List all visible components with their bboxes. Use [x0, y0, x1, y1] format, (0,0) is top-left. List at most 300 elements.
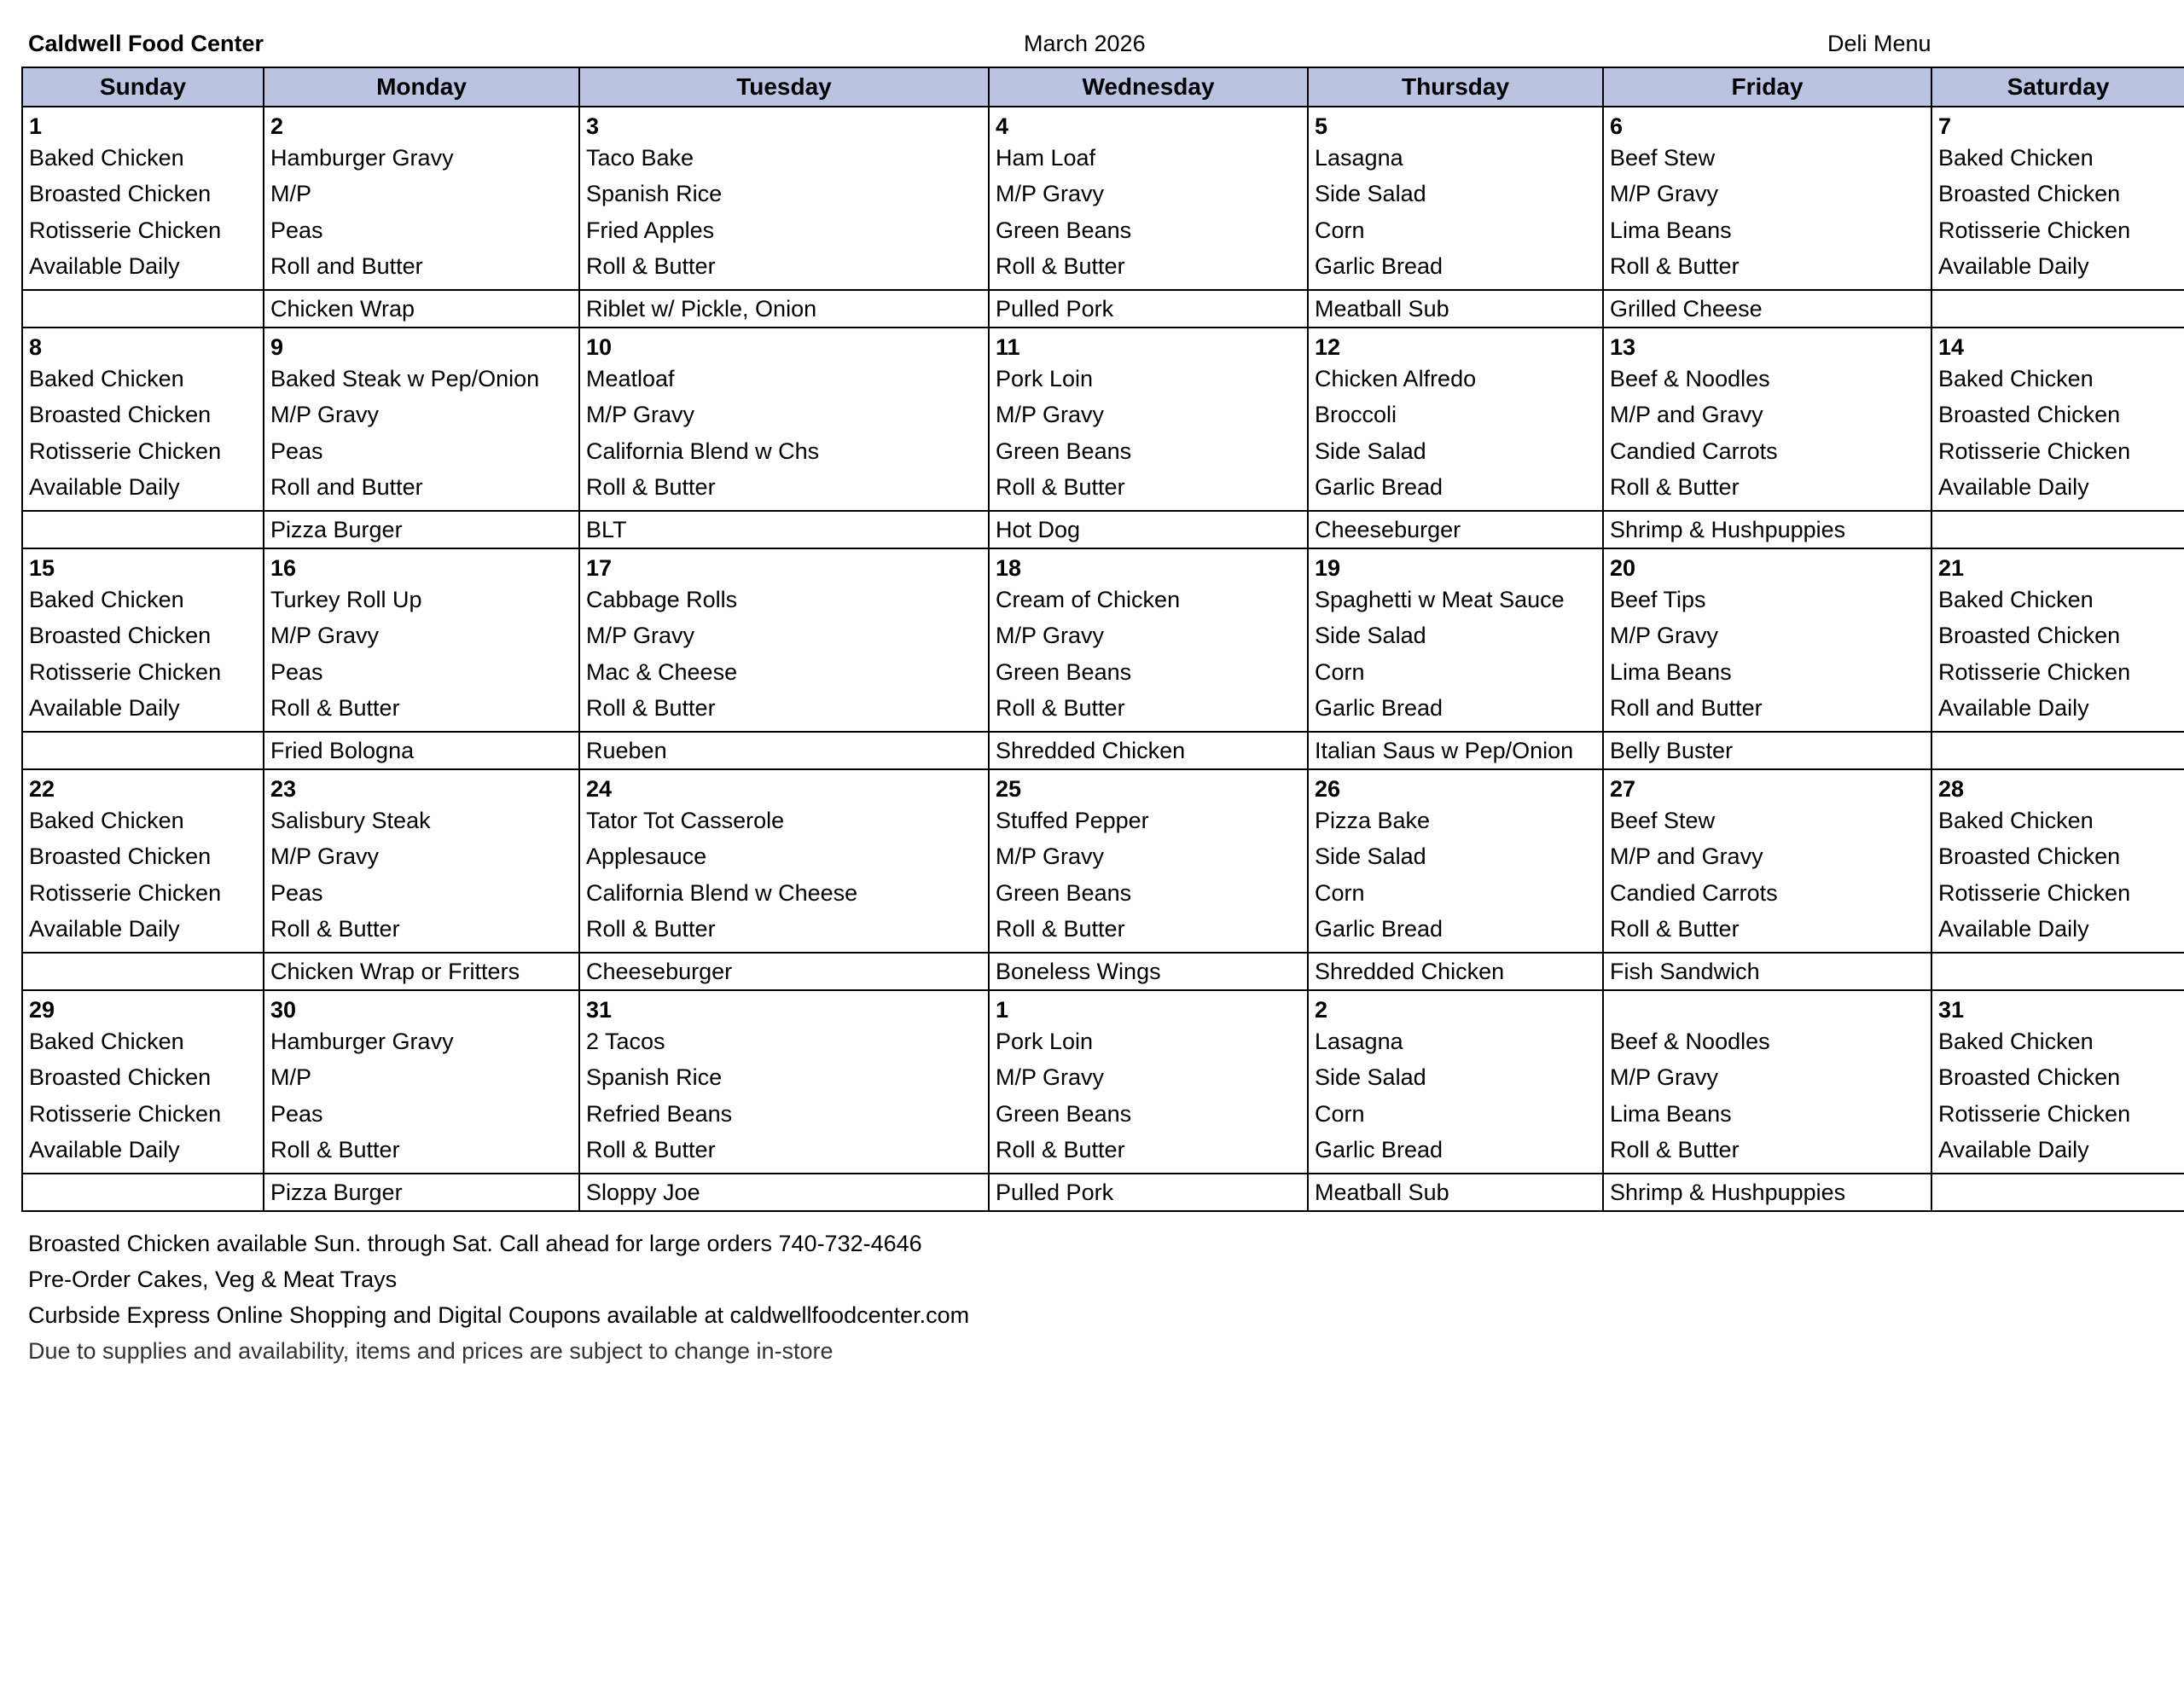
menu-item: Beef Tips — [1610, 587, 1706, 612]
menu-item: Available Daily — [1938, 695, 2089, 722]
day-number: 30 — [270, 997, 297, 1023]
week-row — [22, 328, 2184, 511]
menu-item: Broasted Chicken — [29, 623, 212, 649]
day-cell — [1931, 990, 2184, 1174]
menu-items — [270, 140, 578, 285]
menu-item: Rotisserie Chicken — [1938, 658, 2131, 685]
day-cell — [579, 548, 989, 732]
menu-item: Candied Carrots — [1610, 879, 1778, 906]
weekday-header-tuesday: Tuesday — [579, 67, 989, 107]
menu-item: Pork Loin — [996, 1029, 1094, 1054]
weekday-header-friday: Friday — [1603, 67, 1931, 107]
menu-item: Broasted Chicken — [29, 1064, 212, 1091]
menu-item: Pizza Bake — [1315, 808, 1431, 833]
menu-item: M/P Gravy — [270, 844, 380, 870]
menu-title: Deli Menu — [1827, 31, 1931, 56]
menu-item: Baked Chicken — [29, 808, 184, 833]
menu-item: Turkey Roll Up — [270, 587, 422, 612]
menu-items — [586, 582, 988, 727]
menu-item: Spanish Rice — [586, 181, 723, 207]
day-cell — [1931, 107, 2184, 290]
menu-item: M/P and Gravy — [1610, 844, 1763, 870]
day-cell — [989, 548, 1308, 732]
day-cell — [579, 328, 989, 511]
day-number: 21 — [1938, 555, 1965, 581]
menu-item: M/P — [270, 1064, 312, 1091]
menu-items — [1938, 140, 2184, 285]
day-number: 28 — [1938, 776, 1965, 802]
alt-menu-item — [22, 732, 264, 769]
alt-menu-item — [1931, 732, 2184, 769]
week-row — [22, 548, 2184, 732]
menu-item: Green Beans — [996, 1100, 1132, 1127]
footer-note: Broasted Chicken available Sun. through Sat. Call ahead for large orders 740-732-4646 — [28, 1231, 922, 1256]
menu-item: Corn — [1315, 1100, 1365, 1127]
menu-item: Roll & Butter — [270, 1137, 400, 1163]
day-cell — [1308, 769, 1603, 953]
day-cell — [1308, 990, 1603, 1174]
menu-item: Roll & Butter — [1610, 916, 1740, 942]
menu-items — [1610, 582, 1931, 727]
menu-item: Side Salad — [1315, 623, 1426, 649]
menu-item: Broasted Chicken — [29, 402, 212, 428]
day-cell — [1308, 328, 1603, 511]
menu-item: Baked Steak w Pep/Onion — [270, 366, 540, 391]
alt-menu-item: Pulled Pork — [989, 290, 1308, 328]
menu-item: M/P Gravy — [270, 402, 380, 428]
menu-item: Chicken Alfredo — [1315, 366, 1477, 391]
alt-menu-item: Grilled Cheese — [1603, 290, 1931, 328]
day-number: 26 — [1315, 776, 1341, 802]
menu-item: M/P Gravy — [586, 402, 695, 428]
menu-item: Garlic Bread — [1315, 916, 1443, 942]
alt-menu-item: Cheeseburger — [579, 953, 989, 990]
day-number: 16 — [270, 555, 297, 581]
day-cell — [22, 328, 264, 511]
menu-item: Corn — [1315, 217, 1365, 243]
menu-item: Side Salad — [1315, 181, 1426, 207]
day-cell — [264, 548, 579, 732]
day-number: 8 — [29, 334, 43, 360]
menu-item: Corn — [1315, 879, 1365, 906]
menu-items — [996, 582, 1307, 727]
menu-items — [996, 361, 1307, 506]
menu-item: Peas — [270, 438, 323, 464]
day-number: 3 — [586, 113, 600, 139]
menu-item: Roll & Butter — [586, 695, 716, 722]
day-number: 2 — [270, 113, 284, 139]
weekday-header-wednesday: Wednesday — [989, 67, 1308, 107]
day-cell — [22, 990, 264, 1174]
menu-item: Hamburger Gravy — [270, 1029, 454, 1054]
day-number: 15 — [29, 555, 55, 581]
menu-item: Roll & Butter — [586, 253, 716, 280]
day-number: 19 — [1315, 555, 1341, 581]
footer-note: Curbside Express Online Shopping and Digital Coupons available at caldwellfoodcenter.com — [28, 1302, 970, 1328]
menu-item: Peas — [270, 658, 323, 685]
day-number: 23 — [270, 776, 297, 802]
menu-calendar — [21, 67, 2184, 1212]
menu-item: Hamburger Gravy — [270, 145, 454, 171]
footer-notes — [28, 1226, 969, 1369]
menu-item: M/P Gravy — [270, 623, 380, 649]
day-cell — [22, 107, 264, 290]
day-number: 31 — [1938, 997, 1965, 1023]
menu-item: Broasted Chicken — [1938, 1064, 2121, 1091]
week-alt-row — [22, 290, 2184, 328]
menu-item: Roll & Butter — [586, 1137, 716, 1163]
alt-menu-item — [1931, 511, 2184, 548]
menu-item: Baked Chicken — [1938, 808, 2094, 833]
menu-item: Rotisserie Chicken — [29, 658, 222, 685]
menu-item: Side Salad — [1315, 438, 1426, 464]
menu-item: M/P Gravy — [996, 181, 1105, 207]
menu-item: Peas — [270, 1100, 323, 1127]
menu-item: Roll & Butter — [586, 474, 716, 501]
menu-item: M/P Gravy — [586, 623, 695, 649]
day-cell — [1603, 107, 1931, 290]
weekday-header-thursday: Thursday — [1308, 67, 1603, 107]
menu-items — [270, 361, 578, 506]
menu-item: Baked Chicken — [29, 1029, 184, 1054]
menu-items — [1938, 1023, 2184, 1168]
menu-item: Baked Chicken — [29, 145, 184, 171]
menu-item: California Blend w Cheese — [586, 879, 858, 906]
day-cell — [1603, 769, 1931, 953]
menu-item: Roll & Butter — [996, 474, 1125, 501]
day-cell — [22, 769, 264, 953]
menu-items — [29, 803, 263, 948]
menu-item: Peas — [270, 879, 323, 906]
menu-item: Available Daily — [29, 695, 180, 722]
menu-item: Broasted Chicken — [1938, 844, 2121, 870]
menu-item: Roll & Butter — [1610, 474, 1740, 501]
menu-item: Rotisserie Chicken — [1938, 1100, 2131, 1127]
menu-item: Rotisserie Chicken — [29, 217, 222, 243]
menu-item: Broasted Chicken — [1938, 402, 2121, 428]
day-cell — [22, 548, 264, 732]
menu-item: Green Beans — [996, 438, 1132, 464]
menu-items — [1610, 803, 1931, 948]
day-number: 31 — [586, 997, 613, 1023]
menu-item: Beef & Noodles — [1610, 1029, 1770, 1054]
menu-item: Lima Beans — [1610, 1100, 1732, 1127]
menu-item: Beef Stew — [1610, 145, 1716, 171]
menu-item: Spaghetti w Meat Sauce — [1315, 587, 1565, 612]
menu-item: Baked Chicken — [1938, 145, 2094, 171]
menu-items — [586, 1023, 988, 1168]
menu-item: Roll & Butter — [1610, 1137, 1740, 1163]
menu-item: Roll and Butter — [270, 474, 423, 501]
day-number: 13 — [1610, 334, 1636, 360]
menu-item: California Blend w Chs — [586, 438, 820, 464]
day-cell — [989, 107, 1308, 290]
menu-item: M/P Gravy — [1610, 1064, 1719, 1091]
menu-items — [1610, 140, 1931, 285]
footer-note: Due to supplies and availability, items and prices are subject to change in-store — [28, 1338, 834, 1364]
alt-menu-item: Belly Buster — [1603, 732, 1931, 769]
menu-item: M/P Gravy — [996, 402, 1105, 428]
day-number: 11 — [996, 334, 1020, 360]
menu-item: Beef Stew — [1610, 808, 1716, 833]
alt-menu-item: Pizza Burger — [264, 1174, 579, 1211]
menu-item: M/P and Gravy — [1610, 402, 1763, 428]
menu-item: M/P Gravy — [1610, 623, 1719, 649]
day-cell — [579, 769, 989, 953]
menu-item: Lasagna — [1315, 145, 1403, 171]
menu-item: Baked Chicken — [1938, 587, 2094, 612]
alt-menu-item: Shrimp & Hushpuppies — [1603, 1174, 1931, 1211]
menu-item: Rotisserie Chicken — [1938, 879, 2131, 906]
alt-menu-item: Meatball Sub — [1308, 1174, 1603, 1211]
menu-item: Peas — [270, 217, 323, 243]
day-cell — [264, 107, 579, 290]
day-cell — [989, 328, 1308, 511]
menu-item: Broasted Chicken — [1938, 623, 2121, 649]
menu-items — [1315, 1023, 1602, 1168]
menu-item: Salisbury Steak — [270, 808, 431, 833]
menu-item: Stuffed Pepper — [996, 808, 1149, 833]
day-number: 22 — [29, 776, 55, 802]
day-number: 29 — [29, 997, 55, 1023]
alt-menu-item — [22, 511, 264, 548]
menu-items — [1610, 1023, 1931, 1168]
menu-items — [1938, 582, 2184, 727]
menu-item: Corn — [1315, 658, 1365, 685]
day-cell — [989, 769, 1308, 953]
weekday-header-sunday: Sunday — [22, 67, 264, 107]
day-cell — [1931, 548, 2184, 732]
alt-menu-item: Shrimp & Hushpuppies — [1603, 511, 1931, 548]
menu-item: Lima Beans — [1610, 217, 1732, 243]
alt-menu-item — [22, 290, 264, 328]
menu-item: Spanish Rice — [586, 1064, 723, 1091]
menu-item: Lasagna — [1315, 1029, 1403, 1054]
menu-item: Broasted Chicken — [1938, 181, 2121, 207]
menu-item: Meatloaf — [586, 366, 675, 391]
menu-item: Available Daily — [29, 474, 180, 501]
week-row — [22, 990, 2184, 1174]
menu-item: Roll and Butter — [1610, 695, 1763, 722]
menu-item: Candied Carrots — [1610, 438, 1778, 464]
menu-item: Rotisserie Chicken — [1938, 217, 2131, 243]
day-number: 1 — [996, 997, 1009, 1023]
menu-item: Cream of Chicken — [996, 587, 1181, 612]
footer-note: Pre-Order Cakes, Veg & Meat Trays — [28, 1267, 398, 1292]
menu-item: Available Daily — [29, 253, 180, 280]
alt-menu-item — [22, 1174, 264, 1211]
weekday-header-row — [22, 67, 2184, 107]
alt-menu-item — [1931, 290, 2184, 328]
day-cell — [264, 328, 579, 511]
day-number: 2 — [1315, 997, 1328, 1023]
menu-items — [996, 803, 1307, 948]
menu-items — [1315, 582, 1602, 727]
day-cell — [264, 769, 579, 953]
menu-item: Baked Chicken — [29, 366, 184, 391]
menu-item: Roll & Butter — [996, 1137, 1125, 1163]
week-alt-row — [22, 732, 2184, 769]
alt-menu-item: Cheeseburger — [1308, 511, 1603, 548]
alt-menu-item: Pulled Pork — [989, 1174, 1308, 1211]
day-cell — [1931, 769, 2184, 953]
menu-items — [1315, 140, 1602, 285]
alt-menu-item: Shredded Chicken — [1308, 953, 1603, 990]
menu-item: Garlic Bread — [1315, 253, 1443, 280]
menu-item: Baked Chicken — [29, 587, 184, 612]
alt-menu-item: Chicken Wrap — [264, 290, 579, 328]
menu-item: Garlic Bread — [1315, 695, 1443, 722]
day-number: 12 — [1315, 334, 1341, 360]
alt-menu-item: BLT — [579, 511, 989, 548]
day-cell — [1603, 548, 1931, 732]
menu-item: Beef & Noodles — [1610, 366, 1770, 391]
menu-item: Rotisserie Chicken — [29, 1100, 222, 1127]
menu-item: Applesauce — [586, 844, 707, 870]
menu-item: Roll & Butter — [270, 916, 400, 942]
day-number: 9 — [270, 334, 284, 360]
day-number: 5 — [1315, 113, 1328, 139]
day-number — [1610, 991, 1931, 1023]
day-number: 17 — [586, 555, 613, 581]
month-title: March 2026 — [1024, 31, 1146, 56]
menu-item: M/P Gravy — [996, 1064, 1105, 1091]
menu-item: Rotisserie Chicken — [29, 438, 222, 464]
menu-item: Fried Apples — [586, 217, 715, 243]
menu-item: Roll & Butter — [996, 916, 1125, 942]
menu-items — [586, 140, 988, 285]
menu-items — [1610, 361, 1931, 506]
menu-item: Roll & Butter — [996, 253, 1125, 280]
menu-item: Baked Chicken — [1938, 1029, 2094, 1054]
menu-items — [996, 140, 1307, 285]
menu-items — [1938, 361, 2184, 506]
day-number: 18 — [996, 555, 1022, 581]
day-number: 7 — [1938, 113, 1952, 139]
menu-items — [1938, 803, 2184, 948]
alt-menu-item: Fish Sandwich — [1603, 953, 1931, 990]
menu-items — [29, 582, 263, 727]
week-alt-row — [22, 953, 2184, 990]
menu-item: Available Daily — [1938, 916, 2089, 942]
menu-item: Green Beans — [996, 879, 1132, 906]
menu-item: Lima Beans — [1610, 658, 1732, 685]
menu-item: Mac & Cheese — [586, 658, 738, 685]
alt-menu-item: Rueben — [579, 732, 989, 769]
menu-item: Roll & Butter — [586, 916, 716, 942]
menu-item: Rotisserie Chicken — [1938, 438, 2131, 464]
day-cell — [989, 990, 1308, 1174]
menu-item: Refried Beans — [586, 1100, 733, 1127]
menu-item: Broasted Chicken — [29, 181, 212, 207]
menu-item: Garlic Bread — [1315, 1137, 1443, 1163]
day-cell — [1603, 990, 1931, 1174]
menu-items — [1315, 361, 1602, 506]
alt-menu-item — [22, 953, 264, 990]
menu-item: Roll and Butter — [270, 253, 423, 280]
day-number: 1 — [29, 113, 43, 139]
week-row — [22, 107, 2184, 290]
week-row — [22, 769, 2184, 953]
day-cell — [264, 990, 579, 1174]
weekday-header-saturday: Saturday — [1931, 67, 2184, 107]
day-number: 27 — [1610, 776, 1636, 802]
day-cell — [1603, 328, 1931, 511]
alt-menu-item: Shredded Chicken — [989, 732, 1308, 769]
day-number: 6 — [1610, 113, 1623, 139]
alt-menu-item: Meatball Sub — [1308, 290, 1603, 328]
store-name: Caldwell Food Center — [28, 31, 264, 56]
menu-item: Available Daily — [1938, 1137, 2089, 1163]
menu-items — [270, 582, 578, 727]
menu-item: Roll & Butter — [270, 695, 400, 722]
menu-item: Pork Loin — [996, 366, 1094, 391]
menu-item: Garlic Bread — [1315, 474, 1443, 501]
menu-item: Roll & Butter — [996, 695, 1125, 722]
day-cell — [1931, 328, 2184, 511]
menu-item: Available Daily — [1938, 253, 2089, 280]
menu-item: Taco Bake — [586, 145, 694, 171]
day-cell — [1308, 548, 1603, 732]
menu-item: Broccoli — [1315, 402, 1397, 428]
menu-items — [1315, 803, 1602, 948]
alt-menu-item — [1931, 1174, 2184, 1211]
day-number: 4 — [996, 113, 1009, 139]
menu-item: Side Salad — [1315, 844, 1426, 870]
alt-menu-item: Pizza Burger — [264, 511, 579, 548]
alt-menu-item: Italian Saus w Pep/Onion — [1308, 732, 1603, 769]
menu-item: M/P — [270, 181, 312, 207]
menu-items — [29, 1023, 263, 1168]
alt-menu-item: Hot Dog — [989, 511, 1308, 548]
menu-item: M/P Gravy — [1610, 181, 1719, 207]
menu-item: Side Salad — [1315, 1064, 1426, 1091]
menu-item: M/P Gravy — [996, 844, 1105, 870]
alt-menu-item: Chicken Wrap or Fritters — [264, 953, 579, 990]
menu-item: Baked Chicken — [1938, 366, 2094, 391]
alt-menu-item: Fried Bologna — [264, 732, 579, 769]
menu-item: Green Beans — [996, 217, 1132, 243]
day-cell — [1308, 107, 1603, 290]
menu-item: Available Daily — [29, 1137, 180, 1163]
alt-menu-item: Riblet w/ Pickle, Onion — [579, 290, 989, 328]
menu-items — [270, 803, 578, 948]
menu-item: Roll & Butter — [1610, 253, 1740, 280]
menu-items — [996, 1023, 1307, 1168]
menu-item: Green Beans — [996, 658, 1132, 685]
day-number: 24 — [586, 776, 613, 802]
alt-menu-item: Sloppy Joe — [579, 1174, 989, 1211]
day-number: 20 — [1610, 555, 1636, 581]
week-alt-row — [22, 511, 2184, 548]
menu-item: Tator Tot Casserole — [586, 808, 785, 833]
alt-menu-item: Boneless Wings — [989, 953, 1308, 990]
day-number: 10 — [586, 334, 613, 360]
day-number: 25 — [996, 776, 1022, 802]
day-number: 14 — [1938, 334, 1965, 360]
menu-item: 2 Tacos — [586, 1029, 665, 1054]
menu-item: Available Daily — [29, 916, 180, 942]
menu-items — [270, 1023, 578, 1168]
menu-item: Ham Loaf — [996, 145, 1096, 171]
menu-item: Cabbage Rolls — [586, 587, 738, 612]
menu-items — [29, 140, 263, 285]
weekday-header-monday: Monday — [264, 67, 579, 107]
day-cell — [579, 107, 989, 290]
menu-item: Rotisserie Chicken — [29, 879, 222, 906]
menu-item: Broasted Chicken — [29, 844, 212, 870]
menu-item: Available Daily — [1938, 474, 2089, 501]
